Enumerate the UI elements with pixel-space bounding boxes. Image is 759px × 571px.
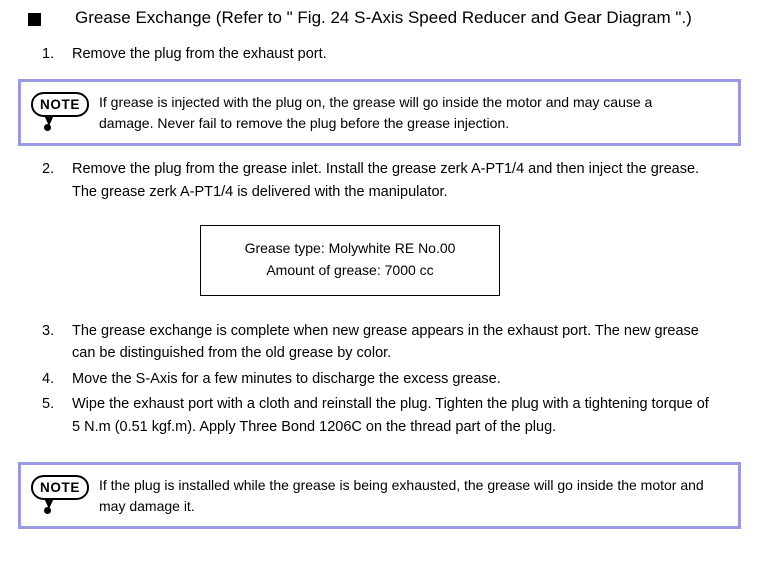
note-badge [31,475,93,515]
list-item-text: The grease exchange is complete when new grease appears in the exhaust port. The new grease can be distinguished from the old grease by color. [72,322,699,362]
list-item-number: 3. [42,322,55,339]
grease-type-line: Grease type: Molywhite RE No.00 [244,240,456,257]
bubble-dot-icon [44,124,51,131]
note-callout [18,462,741,529]
speech-bubble-icon [31,92,89,117]
section-heading [0,0,759,31]
grease-spec-box [200,225,500,296]
grease-amount-line: Amount of grease: 7000 cc [266,262,434,279]
note-callout [18,79,741,146]
list-item-number: 4. [42,370,55,387]
list-item [42,320,718,365]
list-item-number: 2. [42,161,55,178]
speech-bubble-icon [31,475,89,500]
list-item-text: Remove the plug from the grease inlet. Install the grease zerk A-PT1/4 and then inject the grease. The grease zerk A-PT1/4 is delivered with the manipulator. [72,161,700,200]
filled-square-bullet-icon [28,13,41,26]
list-item-text: Wipe the exhaust port with a cloth and reinstall the plug. Tighten the plug with a tightening torque of 5 N.m (0.51 kgf.m). Apply Three Bond 1206C on the thread part of the plug. [72,396,709,435]
bubble-dot-icon [44,507,51,514]
list-item [42,393,718,438]
note-text: If grease is injected with the plug on, the grease will go inside the motor and may cause a damage. Never fail to remove the plug before the grease injection. [99,94,653,132]
note-text: If the plug is installed while the grease is being exhausted, the grease will go inside the motor and may damage it. [99,477,704,515]
list-item-text: Move the S-Axis for a few minutes to discharge the excess grease. [72,370,501,387]
list-item [42,158,718,203]
list-item [42,43,718,65]
note-label: NOTE [40,97,80,113]
note-label: NOTE [40,480,80,496]
note-badge [31,92,93,132]
list-item-number: 5. [42,396,55,413]
list-item-text: Remove the plug from the exhaust port. [72,45,327,62]
list-item-number: 1. [42,45,55,62]
grease-spec-container [0,225,759,296]
page-title: Grease Exchange (Refer to " Fig. 24 S-Axis Speed Reducer and Gear Diagram ".) [75,8,692,27]
list-item [42,368,718,390]
